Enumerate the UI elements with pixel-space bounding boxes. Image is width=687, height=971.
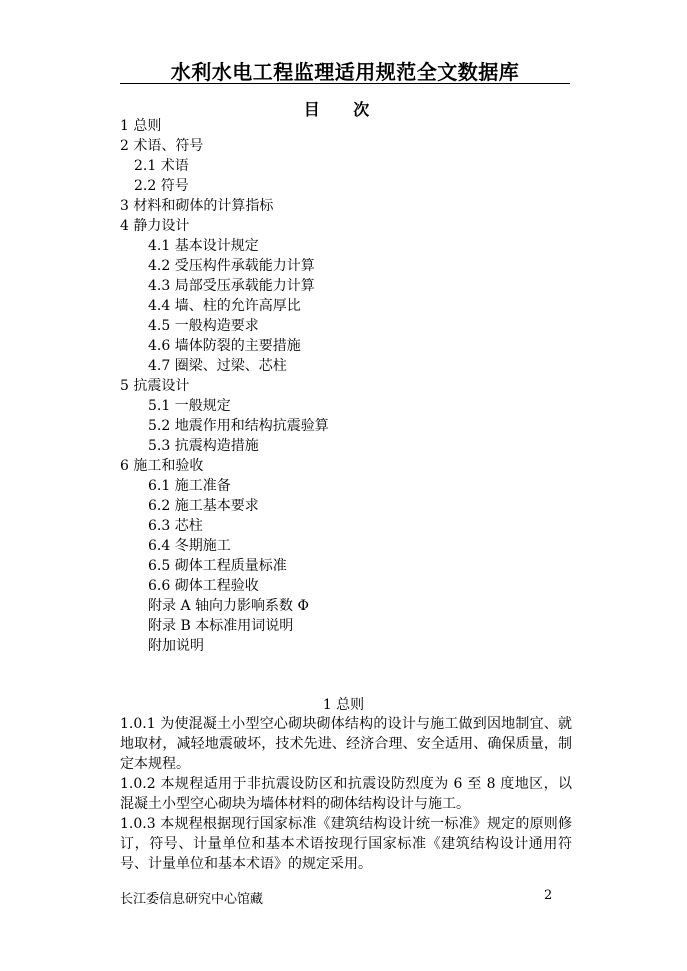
page-number: 2 — [544, 888, 553, 903]
clause-paragraph: 1.0.1 为使混凝土小型空心砌块砌体结构的设计与施工做到因地制宜、就地取材，减轻地震破坏，技术先进、经济合理、安全适用、确保质量，制定本规程。 — [120, 716, 572, 772]
clause-paragraph: 1.0.3 本规程根据现行国家标准《建筑结构设计统一标准》规定的原则修订，符号、计量单位和基本术语按现行国家标准《建筑结构设计通用符号、计量单位和基本术语》的规定采用。 — [120, 816, 572, 872]
toc-entry: 3 材料和砌体的计算指标 — [120, 198, 274, 214]
toc-entry: 5.3 抗震构造措施 — [148, 438, 259, 454]
toc-entry: 附录 B 本标准用词说明 — [148, 618, 294, 634]
toc-entry: 2.1 术语 — [134, 158, 189, 174]
footer-collection-note: 长江委信息研究中心馆藏 — [120, 892, 264, 907]
toc-entry: 6.5 砌体工程质量标准 — [148, 558, 287, 574]
toc-entry: 6.1 施工准备 — [148, 478, 231, 494]
toc-entry: 4 静力设计 — [120, 218, 190, 234]
table-of-contents — [120, 116, 570, 656]
toc-entry: 4.7 圈梁、过梁、芯柱 — [148, 358, 287, 374]
toc-entry: 5.2 地震作用和结构抗震验算 — [148, 418, 329, 434]
toc-entry: 4.1 基本设计规定 — [148, 238, 259, 254]
toc-entry: 附加说明 — [148, 638, 204, 654]
toc-entry: 6.2 施工基本要求 — [148, 498, 259, 514]
header-divider — [120, 83, 570, 84]
clause-paragraph: 1.0.2 本规程适用于非抗震设防区和抗震设防烈度为 6 至 8 度地区，以混凝土小型空心砌块为墙体材料的砌体结构设计与施工。 — [120, 776, 572, 812]
toc-entry: 4.4 墙、柱的允许高厚比 — [148, 298, 301, 314]
toc-title: 目 次 — [303, 100, 384, 119]
toc-entry: 6.3 芯柱 — [148, 518, 203, 534]
toc-entry: 5 抗震设计 — [120, 378, 190, 394]
toc-entry: 5.1 一般规定 — [148, 398, 231, 414]
toc-entry: 6.4 冬期施工 — [148, 538, 231, 554]
section-body — [120, 714, 572, 874]
toc-entry: 4.3 局部受压承载能力计算 — [148, 278, 315, 294]
toc-entry: 2.2 符号 — [134, 178, 189, 194]
toc-entry: 附录 A 轴向力影响系数 Φ — [148, 598, 309, 614]
toc-entry: 4.2 受压构件承载能力计算 — [148, 258, 315, 274]
toc-entry: 6 施工和验收 — [120, 458, 204, 474]
section-title: 1 总则 — [322, 697, 365, 713]
page-header-title: 水利水电工程监理适用规范全文数据库 — [170, 60, 520, 84]
toc-entry: 4.6 墙体防裂的主要措施 — [148, 338, 301, 354]
toc-entry: 4.5 一般构造要求 — [148, 318, 259, 334]
toc-entry: 6.6 砌体工程验收 — [148, 578, 259, 594]
toc-entry: 1 总则 — [120, 118, 162, 134]
toc-entry: 2 术语、符号 — [120, 138, 204, 154]
